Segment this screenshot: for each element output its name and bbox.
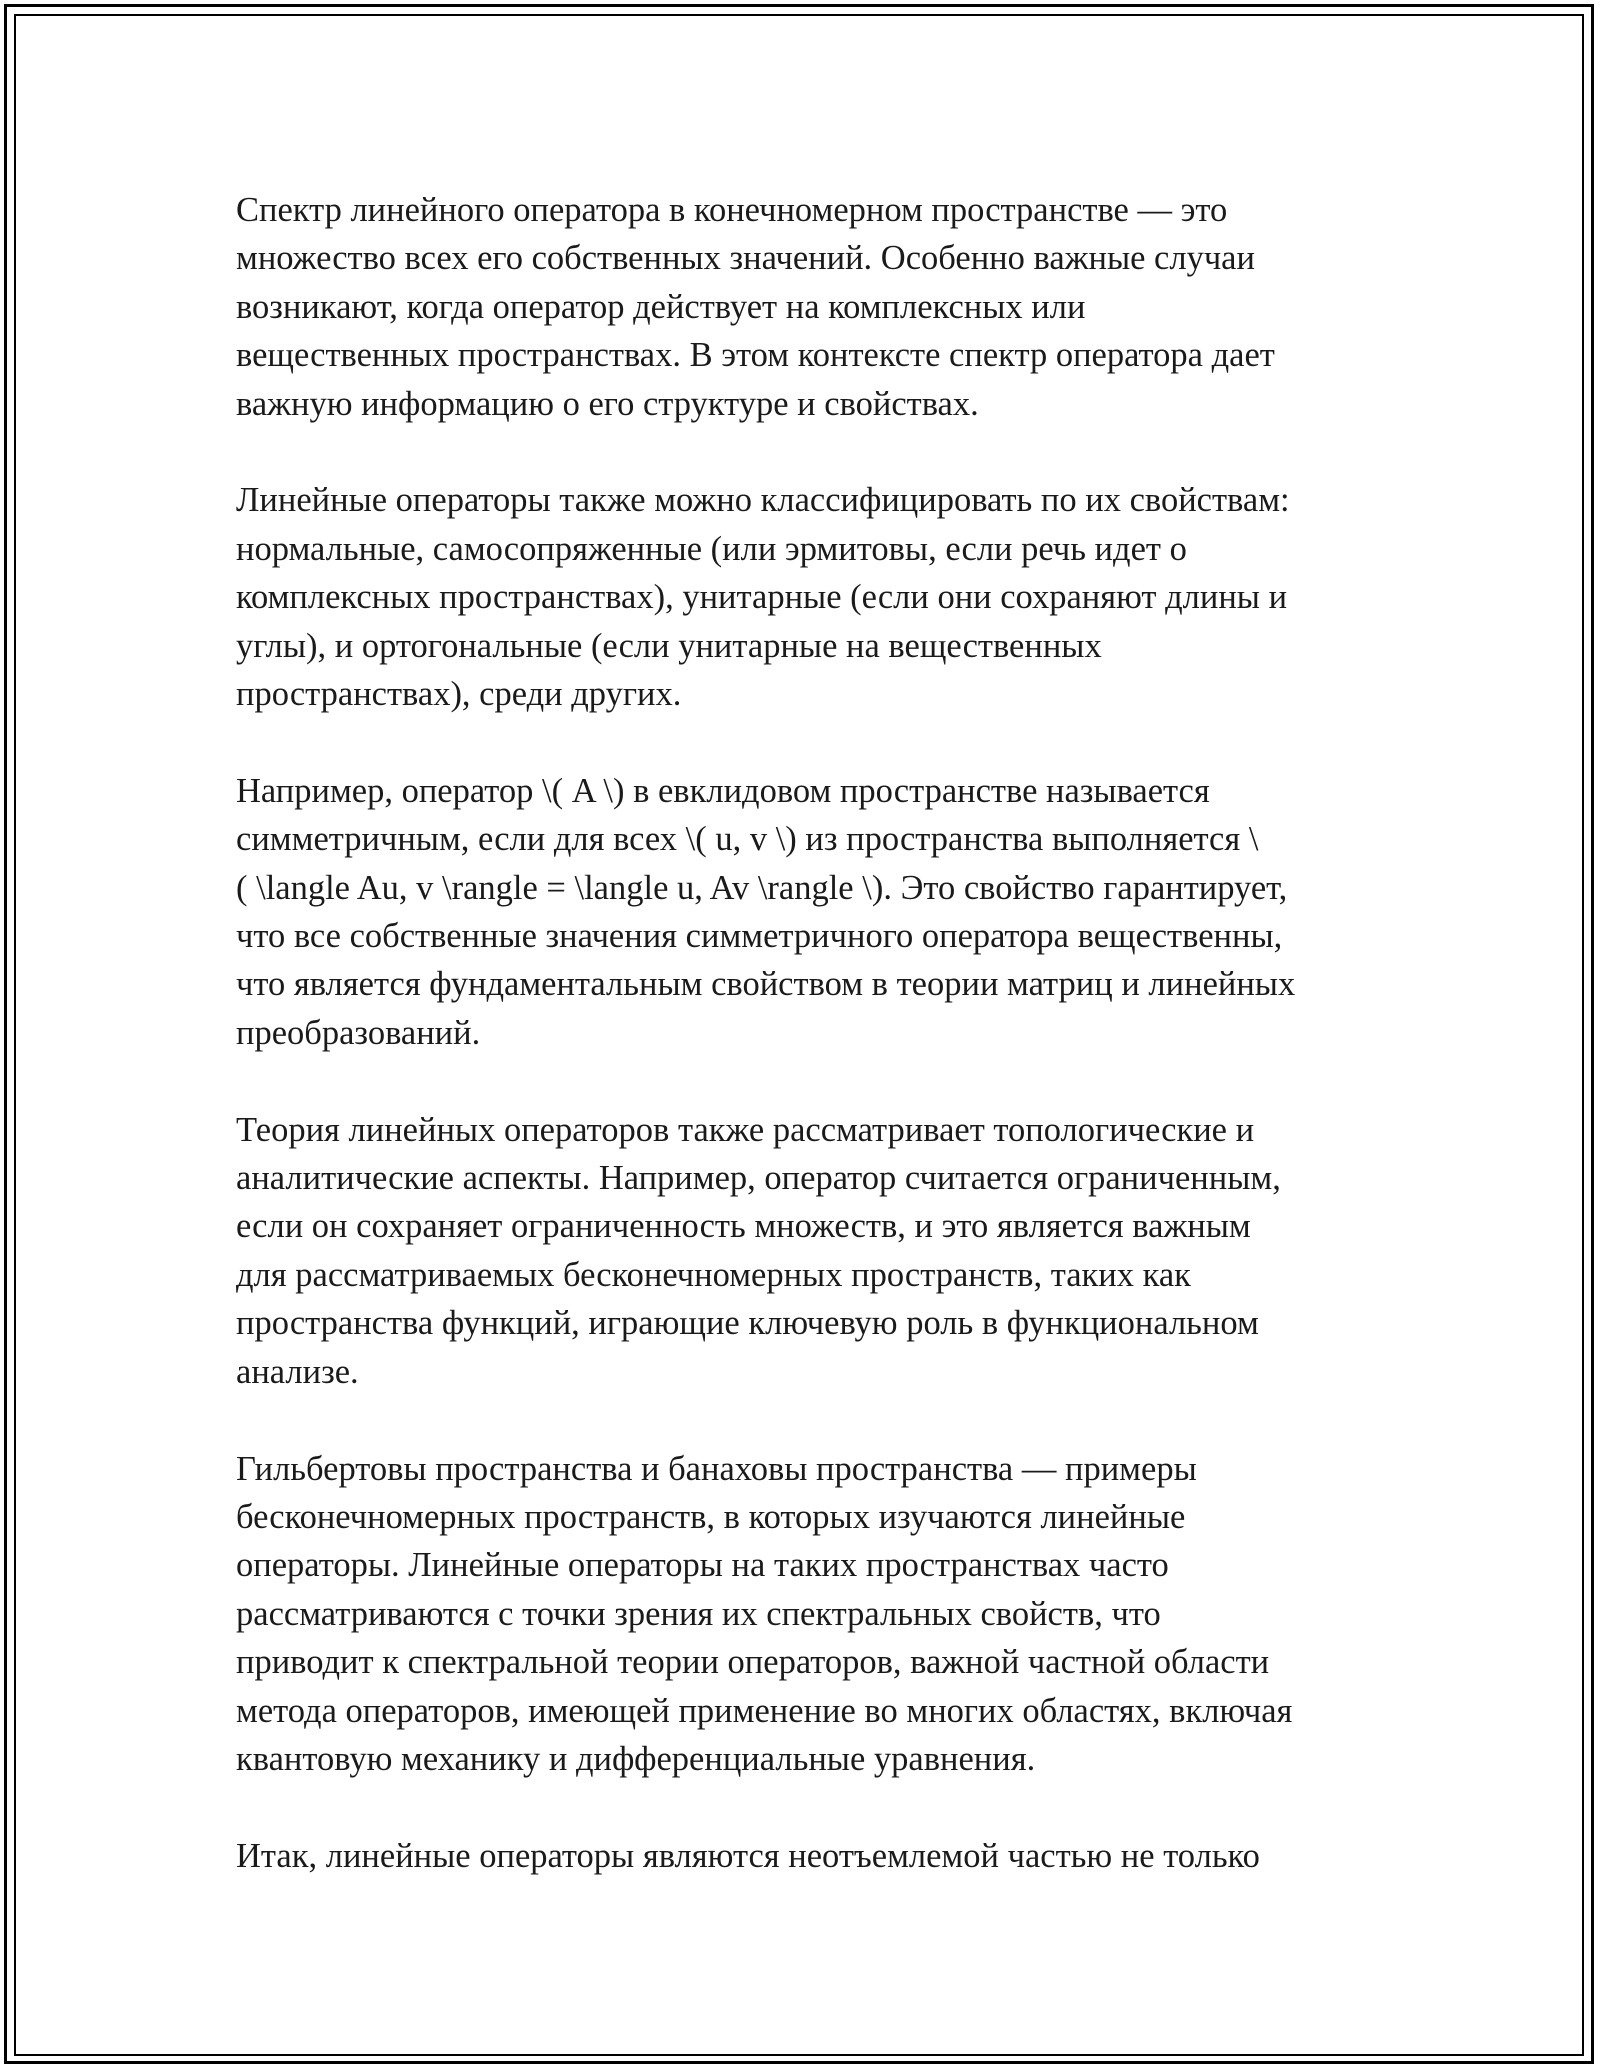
text-line: преобразований. bbox=[236, 1013, 481, 1052]
text-line: углы), и ортогональные (если унитарные на вещественных bbox=[236, 626, 1102, 665]
text-line: анализе. bbox=[236, 1352, 359, 1391]
text-line: множество всех его собственных значений. Особенно важные случаи bbox=[236, 239, 1255, 278]
paragraph-hilbert-banach bbox=[236, 1445, 1376, 1784]
text-line: если он сохраняет ограниченность множеств, и это является важным bbox=[236, 1207, 1251, 1246]
text-line: пространствах), среди других. bbox=[236, 675, 682, 714]
paragraph-topology bbox=[236, 1106, 1376, 1396]
paragraph-symmetric-example bbox=[236, 767, 1376, 1057]
text-line: ( \langle Au, v \rangle = \langle u, Av \rangle \). Это свойство гарантирует, bbox=[236, 868, 1288, 907]
paragraph-conclusion bbox=[236, 1832, 1376, 1880]
text-line: пространства функций, играющие ключевую роль в функциональном bbox=[236, 1304, 1259, 1343]
text-line: рассматриваются с точки зрения их спектральных свойств, что bbox=[236, 1594, 1161, 1633]
text-line: аналитические аспекты. Например, оператор считается ограниченным, bbox=[236, 1159, 1281, 1198]
text-line: нормальные, самосопряженные (или эрмитовы, если речь идет о bbox=[236, 529, 1187, 568]
text-line: возникают, когда оператор действует на комплексных или bbox=[236, 287, 1086, 326]
text-line: Спектр линейного оператора в конечномерном пространстве — это bbox=[236, 191, 1228, 229]
text-line: бесконечномерных пространств, в которых изучаются линейные bbox=[236, 1497, 1186, 1536]
text-line: Например, оператор \( A \) в евклидовом пространстве называется bbox=[236, 771, 1210, 810]
text-line: Итак, линейные операторы являются неотъемлемой частью не только bbox=[236, 1836, 1260, 1875]
text-line: Теория линейных операторов также рассматривает топологические и bbox=[236, 1110, 1255, 1149]
text-line: комплексных пространствах), унитарные (если они сохраняют длины и bbox=[236, 578, 1288, 617]
text-line: Гильбертовы пространства и банаховы пространства — примеры bbox=[236, 1449, 1197, 1488]
document-body bbox=[236, 186, 1376, 1929]
text-line: метода операторов, имеющей применение во многих областях, включая bbox=[236, 1691, 1293, 1730]
text-line: операторы. Линейные операторы на таких пространствах часто bbox=[236, 1546, 1169, 1585]
text-line: симметричным, если для всех \( u, v \) из пространства выполняется \ bbox=[236, 820, 1259, 859]
text-line: что все собственные значения симметричного оператора вещественны, bbox=[236, 917, 1283, 956]
text-line: важную информацию о его структуре и свойствах. bbox=[236, 384, 979, 423]
text-line: квантовую механику и дифференциальные уравнения. bbox=[236, 1739, 1036, 1778]
text-line: вещественных пространствах. В этом контексте спектр оператора дает bbox=[236, 336, 1275, 375]
text-line: Линейные операторы также можно классифицировать по их свойствам: bbox=[236, 481, 1290, 520]
text-line: что является фундаментальным свойством в теории матриц и линейных bbox=[236, 965, 1296, 1004]
text-line: для рассматриваемых бесконечномерных пространств, таких как bbox=[236, 1255, 1191, 1294]
text-line: приводит к спектральной теории операторов, важной частной области bbox=[236, 1643, 1270, 1682]
paragraph-spectrum bbox=[236, 186, 1376, 428]
paragraph-classification bbox=[236, 476, 1376, 718]
